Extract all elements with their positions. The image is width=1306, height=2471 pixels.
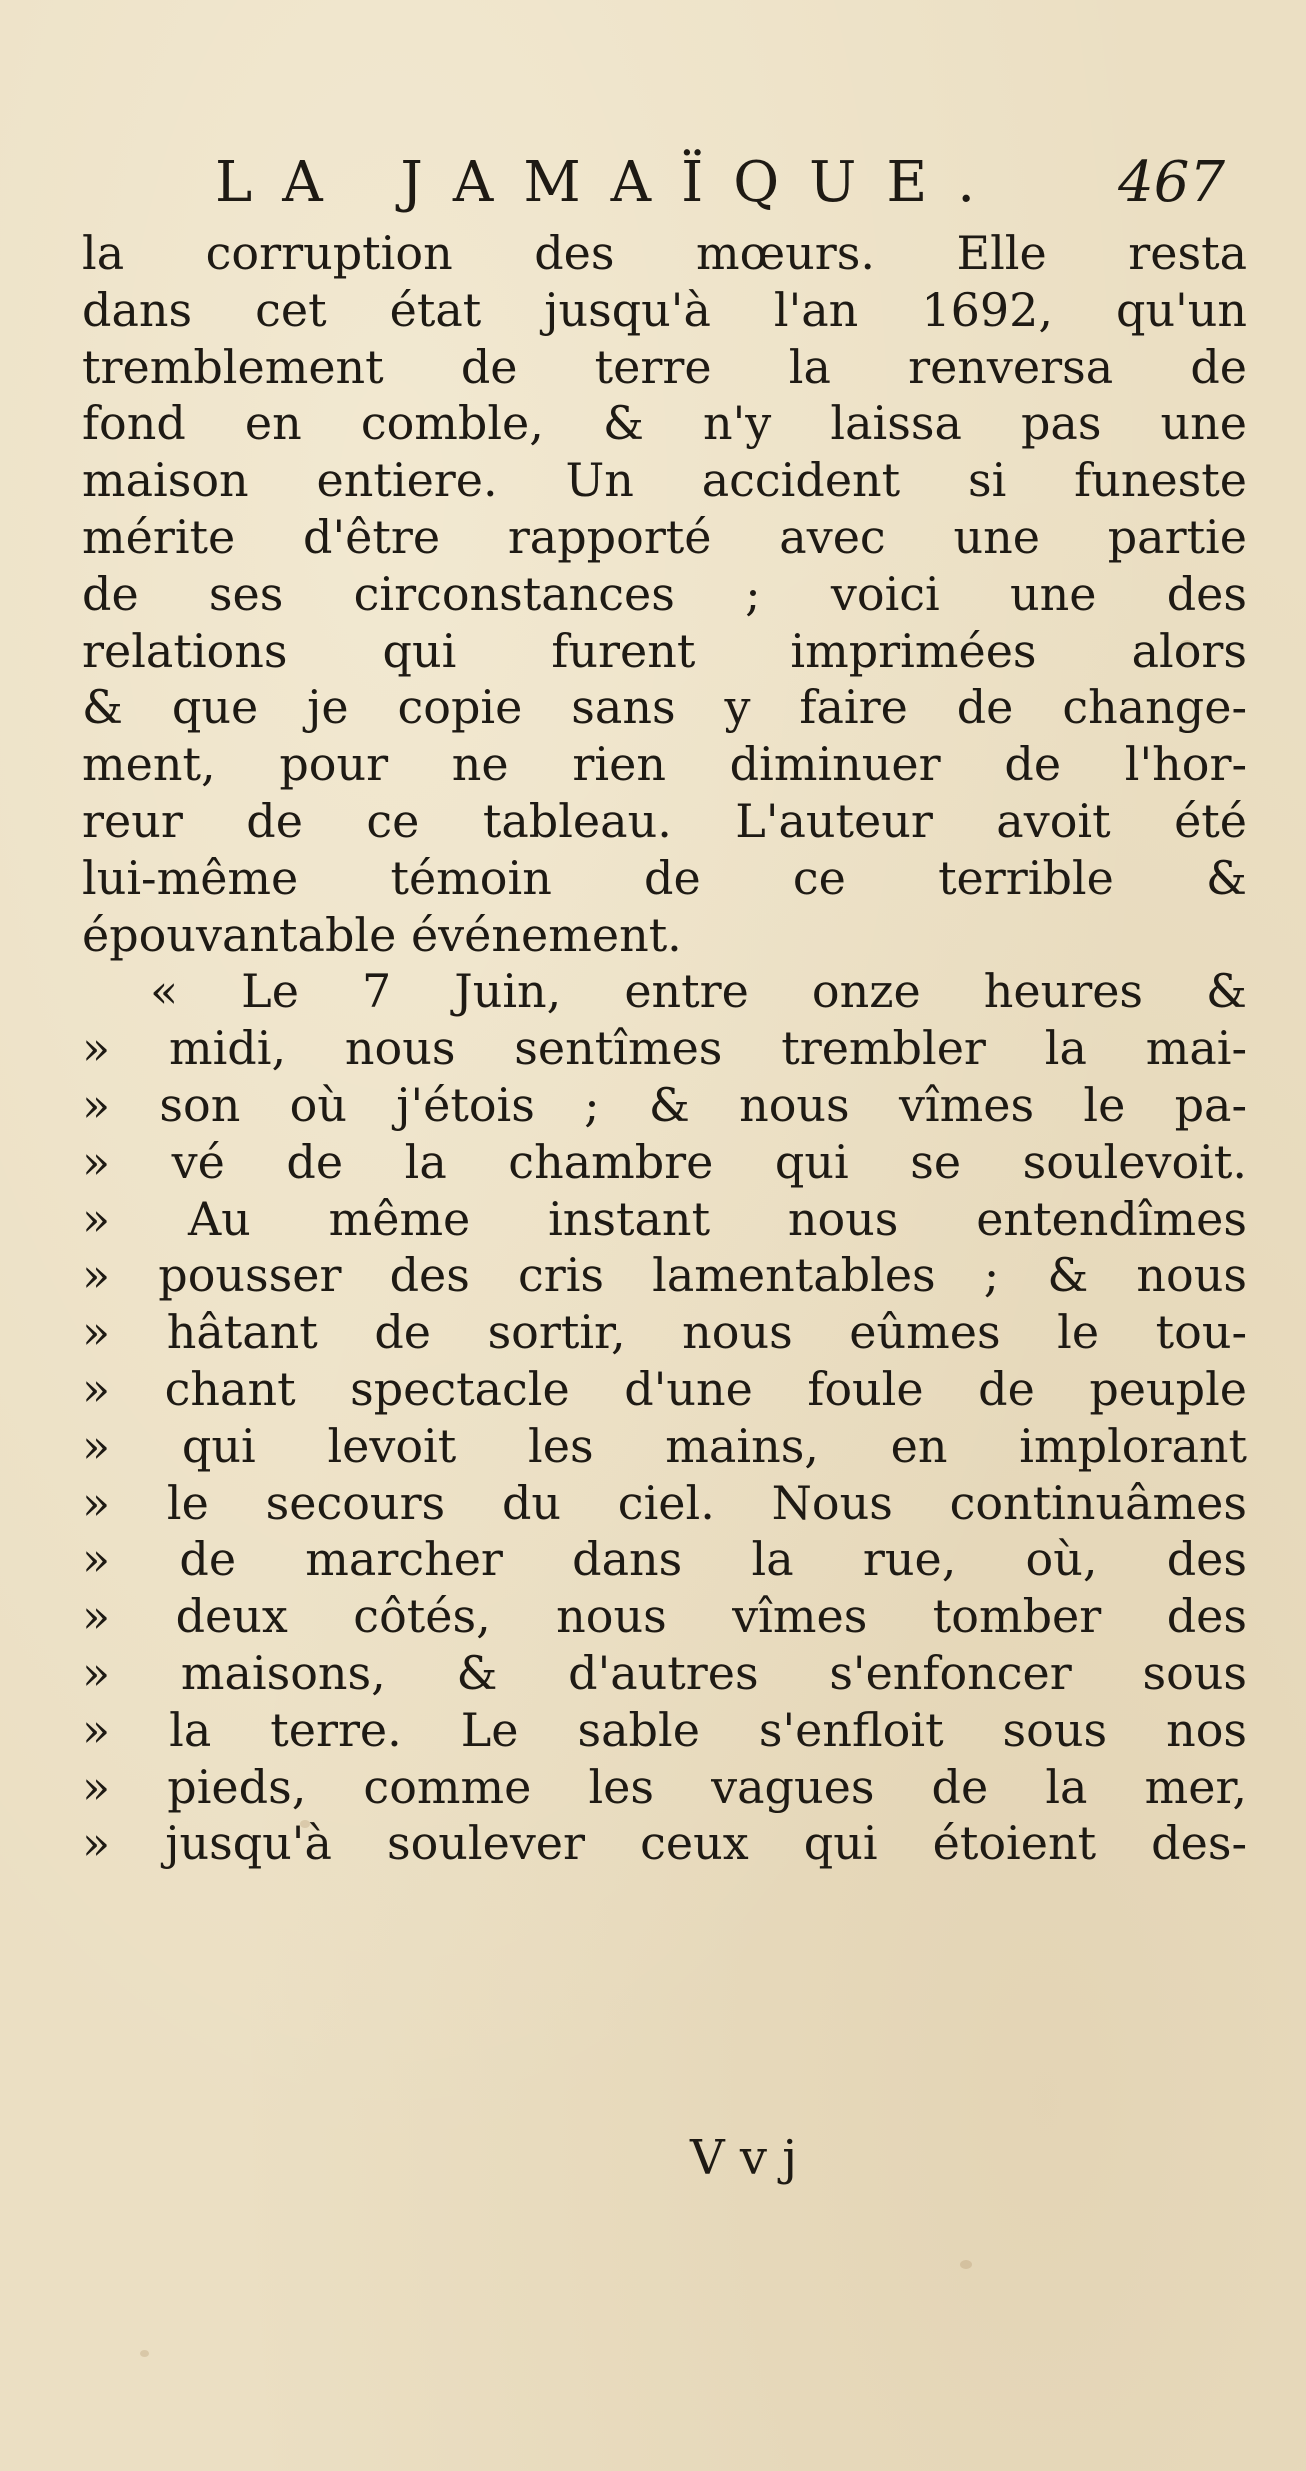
body-text <box>82 225 1247 1872</box>
text-line: dans cet état jusqu'à l'an 1692, qu'un <box>82 282 1247 337</box>
running-title: LA JAMAÏQUE. <box>215 150 1006 215</box>
text-line: tremblement de terre la renversa de <box>82 339 1247 394</box>
quote-line: » vé de la chambre qui se soulevoit. <box>82 1134 1247 1189</box>
quote-line: » pousser des cris lamentables ; & nous <box>82 1248 1247 1303</box>
text-line: relations qui furent imprimées alors <box>82 623 1247 678</box>
quote-line: » hâtant de sortir, nous eûmes le tou- <box>82 1305 1247 1360</box>
quote-line: » deux côtés, nous vîmes tomber des <box>82 1589 1247 1644</box>
quote-line: » maisons, & d'autres s'enfoncer sous <box>82 1645 1247 1700</box>
text-line: lui-même témoin de ce terrible & <box>82 850 1247 905</box>
text-line: fond en comble, & n'y laissa pas une <box>82 396 1247 451</box>
quote-line: » midi, nous sentîmes trembler la mai- <box>82 1021 1247 1076</box>
text-line: reur de ce tableau. L'auteur avoit été <box>82 793 1247 848</box>
quote-line: » qui levoit les mains, en implorant <box>82 1418 1247 1473</box>
quote-line: » de marcher dans la rue, où, des <box>82 1532 1247 1587</box>
text-line: épouvantable événement. <box>82 907 682 962</box>
quote-line: » jusqu'à soulever ceux qui étoient des- <box>82 1816 1247 1871</box>
text-line: ment, pour ne rien diminuer de l'hor- <box>82 737 1247 792</box>
text-line: maison entiere. Un accident si funeste <box>82 453 1247 508</box>
text-line: de ses circonstances ; voici une des <box>82 566 1247 621</box>
quote-line: » son où j'étois ; & nous vîmes le pa- <box>82 1077 1247 1132</box>
signature-mark: V v j <box>690 2130 798 2186</box>
quote-line: » Au même instant nous entendîmes <box>82 1191 1247 1246</box>
text-line: & que je copie sans y faire de change- <box>82 680 1247 735</box>
text-line: la corruption des mœurs. Elle resta <box>82 226 1247 280</box>
quote-line: » pieds, comme les vagues de la mer, <box>82 1759 1247 1814</box>
quote-line: » le secours du ciel. Nous continuâmes <box>82 1475 1247 1530</box>
quote-line: » chant spectacle d'une foule de peuple <box>82 1361 1247 1416</box>
text-line: mérite d'être rapporté avec une partie <box>82 509 1247 564</box>
quote-line: » la terre. Le sable s'enfloit sous nos <box>82 1702 1247 1757</box>
quote-line: « Le 7 Juin, entre onze heures & <box>150 964 1247 1019</box>
page-header <box>215 148 1225 218</box>
page-number: 467 <box>1118 150 1225 215</box>
